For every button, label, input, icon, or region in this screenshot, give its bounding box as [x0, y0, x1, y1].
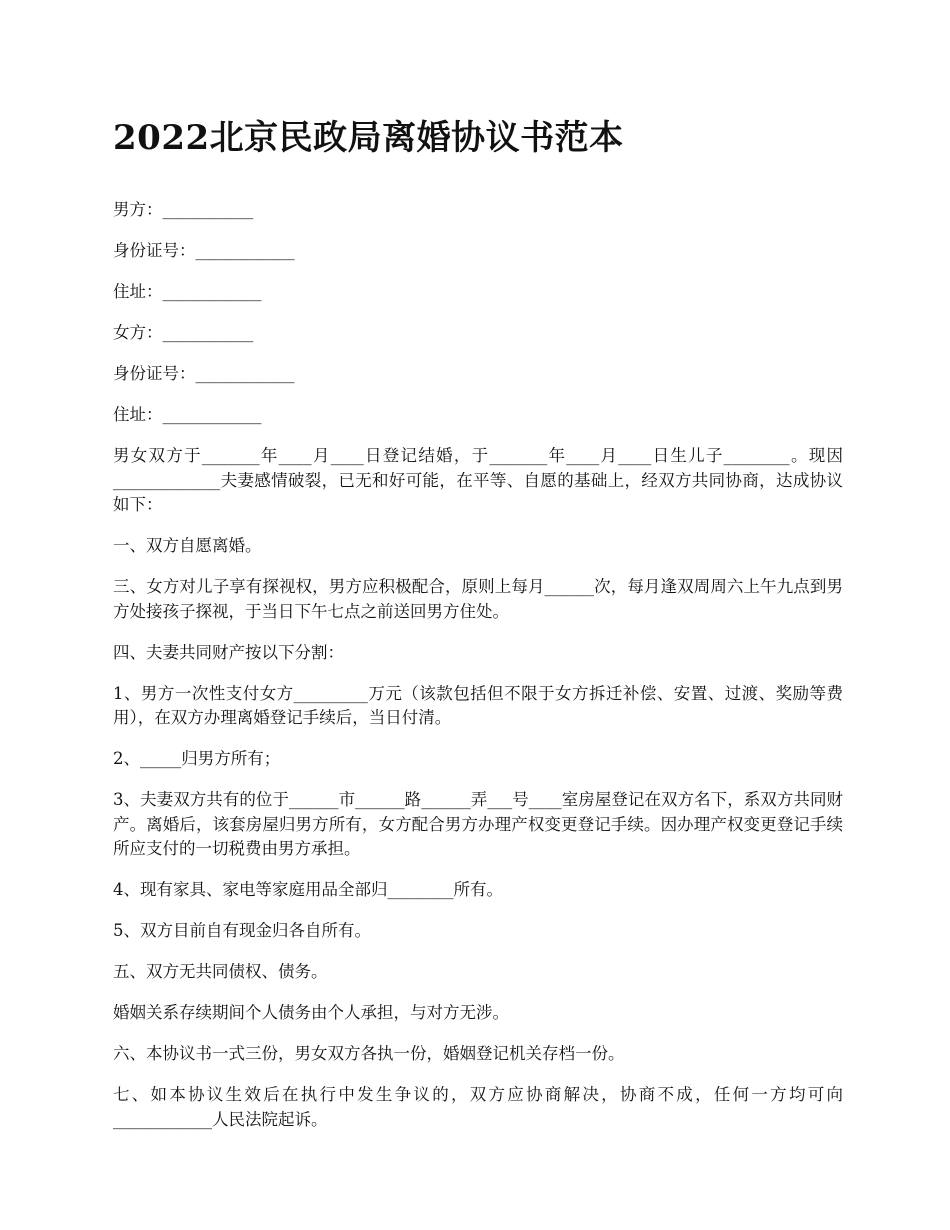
debts-note: 婚姻关系存续期间个人债务由个人承担，与对方无涉。 [113, 1003, 509, 1022]
document-title: 2022北京民政局离婚协议书范本 [113, 118, 624, 158]
wife-address-field: 住址：____________ [113, 405, 262, 424]
document-page [113, 100, 843, 1149]
property-item-3: 3、夫妻双方共有的位于______市______路______弄___号____室房屋登记在双方名下，系双方共同财产。离婚后，该套房屋归男方所有，女方配合男方办理产权变更登记手续。因办理产权变更登记手续所应支付的一切税费由男方承担。 [113, 790, 843, 858]
clause-3-visitation: 三、女方对儿子享有探视权，男方应积极配合，原则上每月______次，每月逢双周周六上午九点到男方处接孩子探视，于当日下午七点之前送回男方住处。 [113, 577, 843, 621]
clause-1: 一、双方自愿离婚。 [113, 536, 262, 555]
clause-5-debts: 五、双方无共同债权、债务。 [113, 962, 328, 981]
property-item-2: 2、_____归男方所有； [113, 749, 281, 768]
property-item-4: 4、现有家具、家电等家庭用品全部归________所有。 [113, 880, 503, 899]
clause-4-property: 四、夫妻共同财产按以下分割： [113, 642, 344, 662]
intro-paragraph: 男女双方于_______年____月____日登记结婚，于_______年____月____日生儿子________。现因_____________夫妻感情破裂，已无和好可能，在平等、自愿的基础上，经双方共同协商，达成协议如下： [113, 446, 844, 514]
property-item-5: 5、双方目前自有现金归各自所有。 [113, 921, 371, 940]
wife-field: 女方：___________ [113, 323, 254, 342]
clause-7-disputes: 七、如本协议生效后在执行中发生争议的，双方应协商解决，协商不成，任何一方均可向____________人民法院起诉。 [113, 1085, 843, 1129]
husband-field: 男方：___________ [113, 200, 254, 219]
husband-address-field: 住址：____________ [113, 282, 262, 301]
wife-id-field: 身份证号：____________ [113, 364, 295, 383]
clause-6-copies: 六、本协议书一式三份，男女双方各执一份，婚姻登记机关存档一份。 [113, 1044, 625, 1063]
property-item-1: 1、男方一次性支付女方_________万元（该款包括但不限于女方拆迁补偿、安置、过渡、奖励等费用），在双方办理离婚登记手续后，当日付清。 [113, 683, 843, 727]
husband-id-field: 身份证号：____________ [113, 241, 295, 260]
